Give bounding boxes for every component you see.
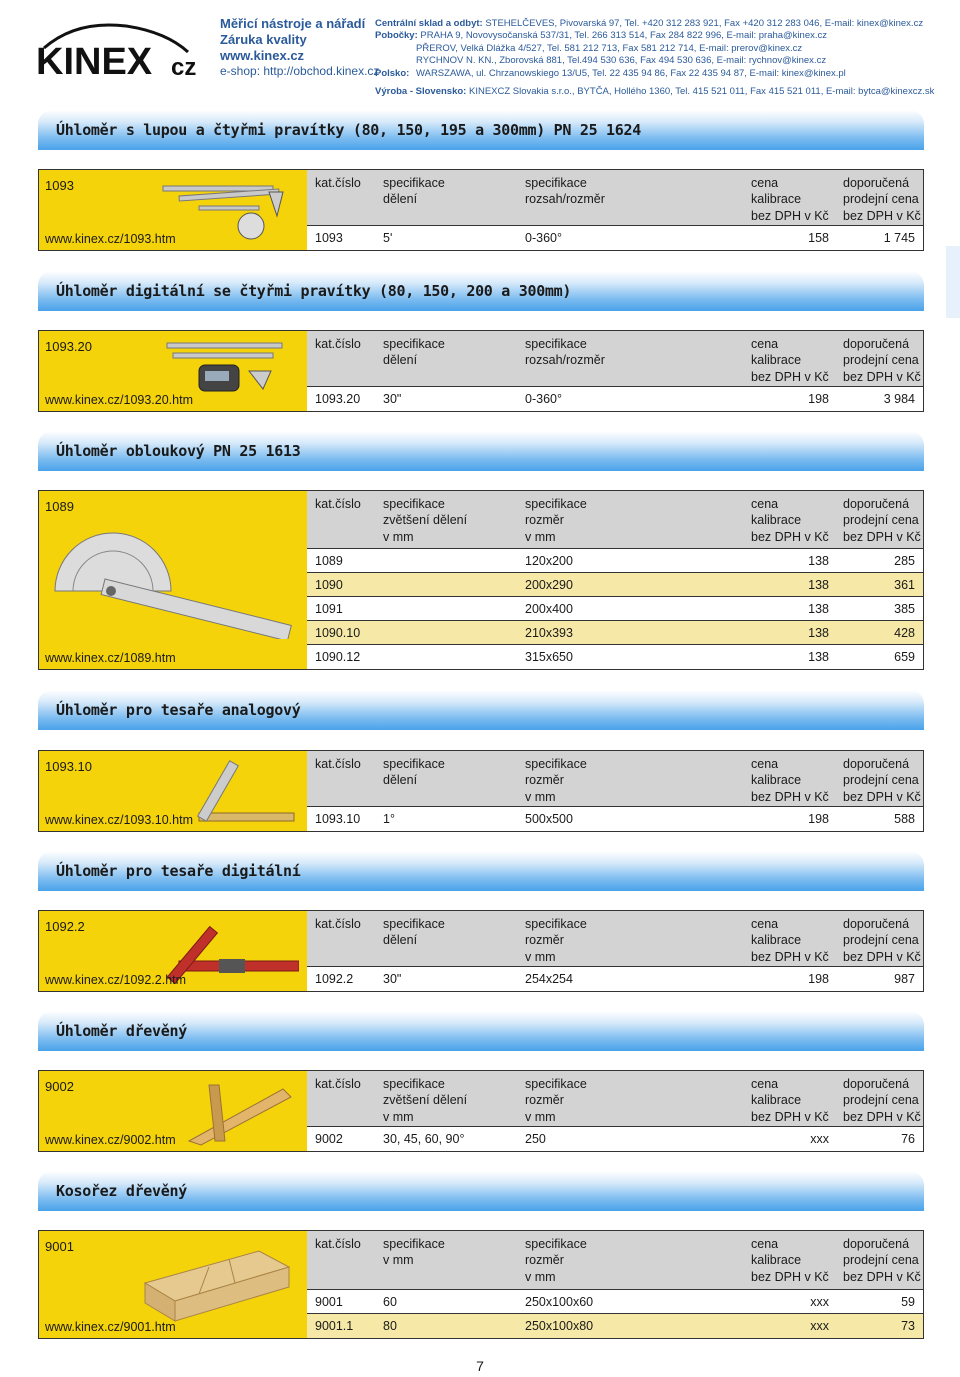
product-table [307, 911, 923, 991]
cell-spec-range: 0-360° [525, 392, 562, 406]
column-header: kat.číslo [315, 497, 361, 511]
cell-calibration-price: xxx [810, 1319, 829, 1333]
cell-spec-range: 250x100x60 [525, 1295, 594, 1309]
column-header: doporučená prodejní cena bez DPH v Kč [843, 1237, 921, 1284]
column-header: specifikace rozměr v mm [525, 1237, 587, 1284]
column-header: specifikace rozměr v mm [525, 497, 587, 544]
product-code: 1093.20 [45, 339, 92, 354]
column-header: specifikace v mm [383, 1237, 445, 1268]
cell-calibration-price: 198 [808, 812, 829, 826]
product-code: 1093 [45, 178, 74, 193]
cell-calibration-price: xxx [810, 1132, 829, 1146]
table-row [307, 597, 923, 621]
section-title-bar [38, 1011, 924, 1051]
cell-calibration-price: 138 [808, 554, 829, 568]
eshop-link[interactable]: e-shop: http://obchod.kinex.cz [220, 64, 380, 78]
product-table [307, 1231, 923, 1338]
section-title: Úhloměr s lupou a čtyřmi pravítky (80, 150, 195 a 300mm) PN 25 1624 [56, 121, 641, 139]
cell-catalog-number: 1090.10 [315, 626, 361, 640]
product-image-box [39, 1231, 307, 1338]
cell-retail-price: 285 [894, 554, 915, 568]
cell-retail-price: 659 [894, 650, 915, 664]
product-code: 1093.10 [45, 759, 92, 774]
column-header: kat.číslo [315, 1077, 361, 1091]
section-title: Kosořez dřevěný [56, 1182, 187, 1200]
product-image-box [39, 751, 307, 831]
column-header: specifikace rozměr v mm [525, 757, 587, 804]
cell-spec-division: 30" [383, 972, 402, 986]
cell-retail-price: 987 [894, 972, 915, 986]
product-image-box [39, 491, 307, 669]
protractor-image [159, 176, 299, 242]
cell-catalog-number: 1093 [315, 231, 343, 245]
column-header: specifikace zvětšení dělení v mm [383, 497, 468, 544]
page-header [0, 0, 960, 100]
column-header: specifikace rozměr v mm [525, 1077, 587, 1124]
contact-info [375, 18, 955, 98]
arc-protractor-image [49, 519, 301, 639]
contact-label: Pobočky: [375, 30, 418, 42]
cell-spec-range: 210x393 [525, 626, 573, 640]
cell-retail-price: 385 [894, 602, 915, 616]
product-table [307, 751, 923, 831]
product-code: 9001 [45, 1239, 74, 1254]
product-image-box [39, 911, 307, 991]
table-header [307, 491, 923, 549]
table-row [307, 1314, 923, 1338]
column-header: doporučená prodejní cena bez DPH v Kč [843, 337, 921, 384]
column-header: specifikace dělení [383, 337, 445, 368]
section-title: Úhloměr obloukový PN 25 1613 [56, 442, 301, 460]
cell-catalog-number: 1093.10 [315, 812, 361, 826]
cell-spec-range: 315x650 [525, 650, 573, 664]
table-row [307, 387, 923, 411]
column-header: doporučená prodejní cena bez DPH v Kč [843, 757, 921, 804]
cell-catalog-number: 9001 [315, 1295, 343, 1309]
cell-calibration-price: 158 [808, 231, 829, 245]
column-header: cena kalibrace bez DPH v Kč [751, 497, 829, 544]
product-link[interactable]: www.kinex.cz/1093.20.htm [45, 393, 193, 407]
product-table [307, 170, 923, 250]
product-block [38, 750, 924, 832]
cell-calibration-price: 138 [808, 650, 829, 664]
contact-text: PRAHA 9, Novovysočanská 537/31, Tel. 266 313 514, Fax 284 822 996, E-mail: praha@kinex.cz [420, 30, 827, 42]
table-row [307, 1127, 923, 1151]
cell-spec-range: 254x254 [525, 972, 573, 986]
column-header: specifikace dělení [383, 176, 445, 207]
product-link[interactable]: www.kinex.cz/9002.htm [45, 1133, 176, 1147]
cell-spec-division: 80 [383, 1319, 397, 1333]
page-number: 7 [476, 1358, 484, 1374]
section-title: Úhloměr pro tesaře digitální [56, 862, 301, 880]
section-title: Úhloměr pro tesaře analogový [56, 701, 301, 719]
table-row [307, 807, 923, 831]
column-header: kat.číslo [315, 176, 361, 190]
contact-label: Centrální sklad a odbyt: [375, 18, 483, 29]
table-header [307, 1071, 923, 1127]
table-header [307, 911, 923, 967]
column-header: cena kalibrace bez DPH v Kč [751, 337, 829, 384]
cell-catalog-number: 1092.2 [315, 972, 354, 986]
contact-text: RYCHNOV N. KN., Zborovská 881, Tel.494 530 636, Fax 494 530 636, E-mail: rychnov@kinex.cz [416, 55, 827, 67]
cell-retail-price: 361 [894, 578, 915, 592]
cell-calibration-price: 138 [808, 578, 829, 592]
column-header: kat.číslo [315, 337, 361, 351]
column-header: specifikace rozsah/rozměr [525, 337, 605, 368]
product-table [307, 1071, 923, 1151]
cell-retail-price: 1 745 [883, 231, 915, 245]
contact-text: PŘEROV, Velká Dlážka 4/527, Tel. 581 212 713, Fax 581 212 714, E-mail: prerov@kinex.cz [416, 42, 803, 54]
cell-retail-price: 73 [901, 1319, 915, 1333]
table-header [307, 751, 923, 807]
cell-catalog-number: 1091 [315, 602, 343, 616]
contact-text: KINEXCZ Slovakia s.r.o., BYTČA, Hollého 1360, Tel. 415 521 011, Fax 415 521 011, E-mail: bytca@kinexcz.sk [468, 86, 935, 98]
section-title: Úhloměr digitální se čtyřmi pravítky (80, 150, 200 a 300mm) [56, 282, 572, 300]
column-header: specifikace zvětšení dělení v mm [383, 1077, 468, 1124]
cell-retail-price: 76 [901, 1132, 915, 1146]
column-header: doporučená prodejní cena bez DPH v Kč [843, 917, 921, 964]
product-table [307, 331, 923, 411]
product-code: 1092.2 [45, 919, 85, 934]
cell-spec-division: 5ʹ [383, 231, 393, 245]
column-header: cena kalibrace bez DPH v Kč [751, 917, 829, 964]
column-header: doporučená prodejní cena bez DPH v Kč [843, 1077, 921, 1124]
product-block [38, 169, 924, 251]
page-edge-tab [946, 246, 960, 318]
column-header: cena kalibrace bez DPH v Kč [751, 1077, 829, 1124]
cell-spec-range: 250x100x80 [525, 1319, 594, 1333]
logo-text: KINEX [36, 41, 153, 80]
cell-calibration-price: 138 [808, 626, 829, 640]
cell-calibration-price: 138 [808, 602, 829, 616]
cell-spec-division: 30" [383, 392, 402, 406]
column-header: kat.číslo [315, 1237, 361, 1251]
cell-spec-division: 30, 45, 60, 90° [383, 1132, 465, 1146]
product-link[interactable]: www.kinex.cz/1093.10.htm [45, 813, 193, 827]
section-title-bar [38, 1171, 924, 1211]
column-header: kat.číslo [315, 917, 361, 931]
product-block [38, 490, 924, 670]
cell-catalog-number: 1090 [315, 578, 343, 592]
cell-spec-range: 200x290 [525, 578, 573, 592]
cell-calibration-price: 198 [808, 972, 829, 986]
table-row [307, 621, 923, 645]
column-header: doporučená prodejní cena bez DPH v Kč [843, 176, 921, 223]
kinex-logo [36, 18, 206, 80]
column-header: specifikace dělení [383, 757, 445, 788]
table-header [307, 331, 923, 387]
cell-catalog-number: 9001.1 [315, 1319, 354, 1333]
product-code: 1089 [45, 499, 74, 514]
table-row [307, 226, 923, 250]
cell-catalog-number: 1090.12 [315, 650, 361, 664]
contact-text: WARSZAWA, ul. Chrzanowskiego 13/U5, Tel. 22 435 94 86, Fax 22 435 94 87, E-mail: kinex@kinex.pl [416, 67, 846, 79]
cell-spec-range: 500x500 [525, 812, 573, 826]
table-row [307, 573, 923, 597]
section-title-bar [38, 271, 924, 311]
cell-retail-price: 3 984 [883, 392, 915, 406]
product-block [38, 1230, 924, 1339]
table-row [307, 549, 923, 573]
contact-label: Výroba - Slovensko: [375, 86, 467, 98]
table-row [307, 967, 923, 991]
column-header: cena kalibrace bez DPH v Kč [751, 1237, 829, 1284]
cell-spec-range: 0-360° [525, 231, 562, 245]
cell-retail-price: 428 [894, 626, 915, 640]
column-header: doporučená prodejní cena bez DPH v Kč [843, 497, 921, 544]
column-header: cena kalibrace bez DPH v Kč [751, 757, 829, 804]
cell-spec-range: 200x400 [525, 602, 573, 616]
product-block [38, 330, 924, 412]
product-link[interactable]: www.kinex.cz/1093.htm [45, 232, 176, 246]
cell-calibration-price: 198 [808, 392, 829, 406]
cell-catalog-number: 1093.20 [315, 392, 361, 406]
product-table [307, 491, 923, 669]
product-image-box [39, 331, 307, 411]
section-title: Úhloměr dřevěný [56, 1022, 187, 1040]
cell-retail-price: 59 [901, 1295, 915, 1309]
product-link[interactable]: www.kinex.cz/1092.2.htm [45, 973, 187, 987]
product-image-box [39, 170, 307, 250]
slogan-line: Měřicí nástroje a nářadí [220, 16, 366, 31]
cell-spec-division: 1° [383, 812, 395, 826]
column-header: specifikace rozměr v mm [525, 917, 587, 964]
contact-text: STEHELČEVES, Pivovarská 97, Tel. +420 312 283 921, Fax +420 312 283 046, E-mail: kinex@kinex.cz [485, 18, 924, 29]
table-row [307, 1290, 923, 1314]
logo-suffix: cz [171, 54, 197, 80]
column-header: kat.číslo [315, 757, 361, 771]
section-title-bar [38, 690, 924, 730]
product-code: 9002 [45, 1079, 74, 1094]
table-header [307, 1231, 923, 1290]
column-header: specifikace rozsah/rozměr [525, 176, 605, 207]
product-link[interactable]: www.kinex.cz/1089.htm [45, 651, 176, 665]
column-header: cena kalibrace bez DPH v Kč [751, 176, 829, 223]
slogan-line: Záruka kvality [220, 32, 307, 47]
mitre-box-image [139, 1237, 299, 1323]
cell-spec-division: 60 [383, 1295, 397, 1309]
contact-label: Polsko: [375, 67, 410, 79]
table-row [307, 645, 923, 669]
product-link[interactable]: www.kinex.cz/9001.htm [45, 1320, 176, 1334]
section-title-bar [38, 851, 924, 891]
product-block [38, 1070, 924, 1152]
slogan [220, 16, 380, 79]
section-title-bar [38, 110, 924, 150]
cell-calibration-price: xxx [810, 1295, 829, 1309]
cell-spec-range: 250 [525, 1132, 546, 1146]
cell-catalog-number: 9002 [315, 1132, 343, 1146]
section-title-bar [38, 431, 924, 471]
website-link[interactable]: www.kinex.cz [220, 48, 305, 63]
table-header [307, 170, 923, 226]
product-image-box [39, 1071, 307, 1151]
wooden-protractor-image [179, 1075, 299, 1149]
column-header: specifikace dělení [383, 917, 445, 948]
cell-catalog-number: 1089 [315, 554, 343, 568]
cell-spec-range: 120x200 [525, 554, 573, 568]
cell-retail-price: 588 [894, 812, 915, 826]
product-block [38, 910, 924, 992]
